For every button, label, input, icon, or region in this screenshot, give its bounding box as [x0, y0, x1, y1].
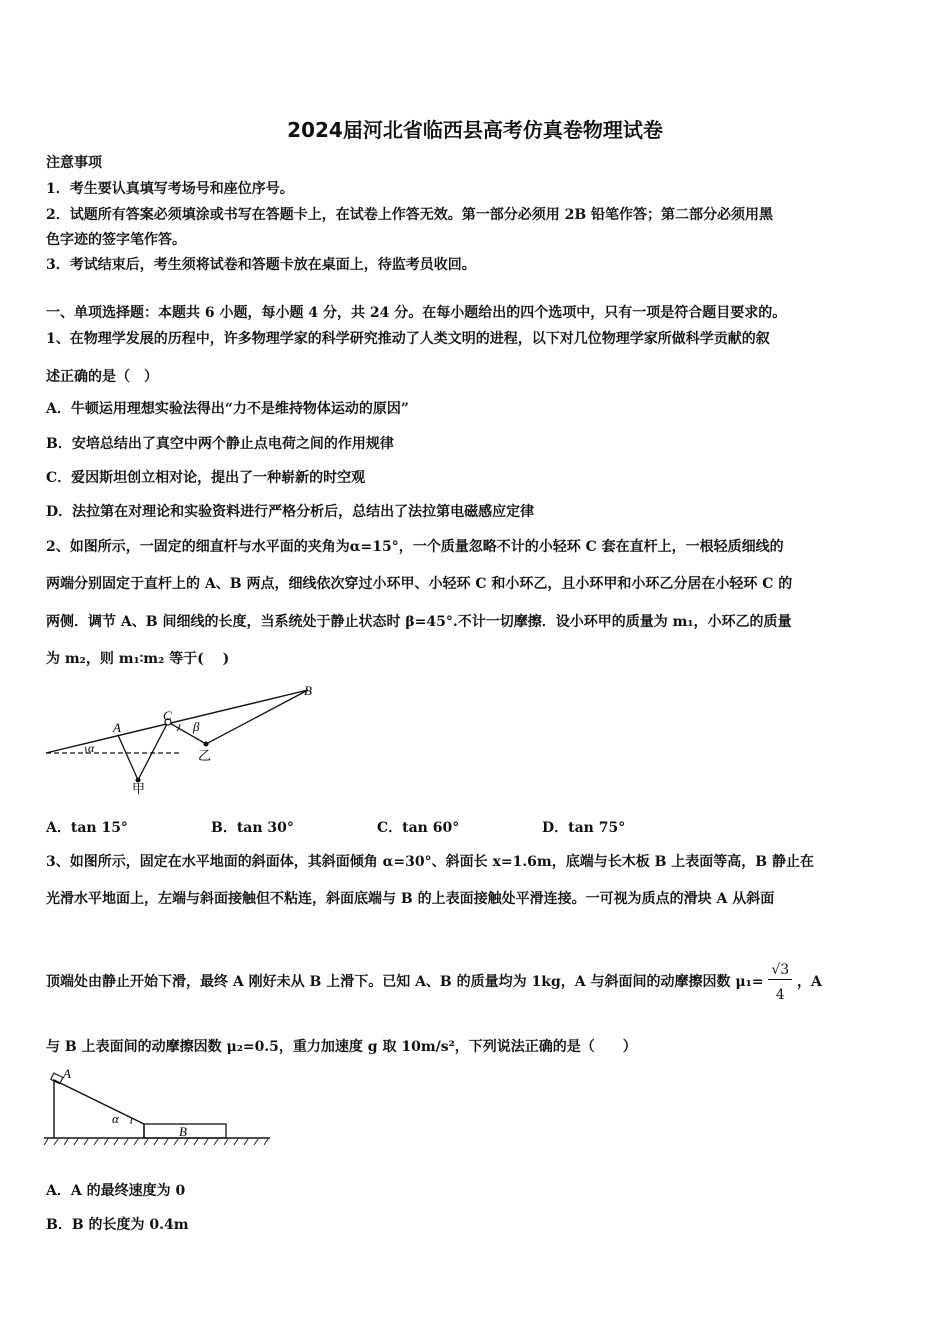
- q3-option-b: B．B 的长度为 0.4m: [46, 1217, 189, 1233]
- alpha-arc: [131, 1118, 132, 1124]
- q2-stem: 为 m₂，则 m₁∶m₂ 等于( ): [46, 651, 230, 667]
- label-alpha: α: [112, 1111, 119, 1126]
- notice-line: 色字迹的签字笔作答。: [46, 232, 186, 248]
- label-b: B: [304, 683, 312, 698]
- notice-line: 1．考生要认真填写考场号和座位序号。: [46, 181, 294, 197]
- string-line: [118, 690, 308, 780]
- q1-option-b: B．安培总结出了真空中两个静止点电荷之间的作用规律: [46, 436, 394, 452]
- incline-body: [54, 1080, 144, 1138]
- q2-stem: 两侧．调节 A、B 间细线的长度，当系统处于静止状态时 β=45°.不计一切摩擦．设小环甲的质量为 m₁，小环乙的质量: [46, 614, 792, 630]
- mu1-denominator: 4: [775, 986, 785, 1003]
- page-title: 2024届河北省临西县高考仿真卷物理试卷: [287, 118, 663, 142]
- q3-stem-text: 顶端处由静止开始下滑，最终 A 刚好未从 B 上滑下。已知 A、B 的质量均为 1kg，A 与斜面间的动摩擦因数 μ₁=: [46, 974, 764, 990]
- q3-figure: [42, 1064, 274, 1150]
- ground-hatching: [44, 1139, 268, 1145]
- q3-stem-text: ，A: [797, 974, 822, 990]
- label-beta: β: [193, 719, 200, 734]
- q2-option-b: B．tan 30°: [211, 820, 294, 836]
- q1-option-d: D．法拉第在对理论和实验资料进行严格分析后，总结出了法拉第电磁感应定律: [46, 504, 535, 520]
- block-a: [51, 1073, 63, 1084]
- label-c: C: [163, 708, 172, 723]
- mu1-fraction: [768, 961, 792, 1004]
- q2-option-a: A．tan 15°: [46, 820, 128, 836]
- q3-stem: [46, 954, 822, 1010]
- q3-option-a: A．A 的最终速度为 0: [46, 1183, 186, 1199]
- label-b: B: [179, 1124, 187, 1139]
- q3-stem: 与 B 上表面间的动摩擦因数 μ₂=0.5，重力加速度 g 取 10m/s²，下列说法正确的是（ ）: [46, 1039, 637, 1055]
- q3-stem: 3、如图所示，固定在水平地面的斜面体，其斜面倾角 α=30°、斜面长 x=1.6m，底端与长木板 B 上表面等高，B 静止在: [46, 854, 815, 870]
- q1-stem: 述正确的是（ ）: [46, 369, 158, 385]
- label-a: A: [113, 720, 121, 735]
- q1-stem: 1、在物理学发展的历程中，许多物理学家的科学研究推动了人类文明的进程，以下对几位物理学家所做科学贡献的叙: [46, 331, 770, 347]
- label-a: A: [63, 1066, 71, 1081]
- label-alpha: α: [88, 741, 95, 755]
- ring-yi: [204, 742, 209, 747]
- mu1-numerator: √3: [768, 961, 792, 980]
- notice-line: 3．考试结束后，考生须将试卷和答题卡放在桌面上，待监考员收回。: [46, 257, 476, 273]
- q1-option-c: C．爱因斯坦创立相对论，提出了一种崭新的时空观: [46, 470, 366, 486]
- label-yi: 乙: [198, 748, 212, 763]
- label-jia: 甲: [132, 781, 146, 796]
- q2-option-c: C．tan 60°: [377, 820, 460, 836]
- section-heading: 一、单项选择题：本题共 6 小题，每小题 4 分，共 24 分。在每小题给出的四个选项中，只有一项是符合题目要求的。: [46, 305, 787, 321]
- q2-stem: 2、如图所示，一固定的细直杆与水平面的夹角为α=15°，一个质量忽略不计的小轻环 C 套在直杆上，一根轻质细线的: [46, 539, 784, 555]
- q3-stem: 光滑水平地面上，左端与斜面接触但不粘连，斜面底端与 B 的上表面接触处平滑连接。一可视为质点的滑块 A 从斜面: [46, 891, 775, 907]
- alpha-arc: [85, 747, 86, 753]
- notice-line: 2．试题所有答案必须填涂或书写在答题卡上，在试卷上作答无效。第一部分必须用 2B 铅笔作答；第二部分必须用黑: [46, 207, 774, 223]
- q2-stem: 两端分别固定于直杆上的 A、B 两点，细线依次穿过小环甲、小轻环 C 和小环乙，且小环甲和小环乙分居在小轻环 C 的: [46, 576, 793, 592]
- rod-line: [46, 690, 308, 753]
- notice-heading: 注意事项: [46, 155, 102, 171]
- q2-option-d: D．tan 75°: [542, 820, 626, 836]
- q2-figure: [42, 680, 332, 798]
- q1-option-a: A．牛顿运用理想实验法得出“力不是维持物体运动的原因”: [46, 401, 409, 417]
